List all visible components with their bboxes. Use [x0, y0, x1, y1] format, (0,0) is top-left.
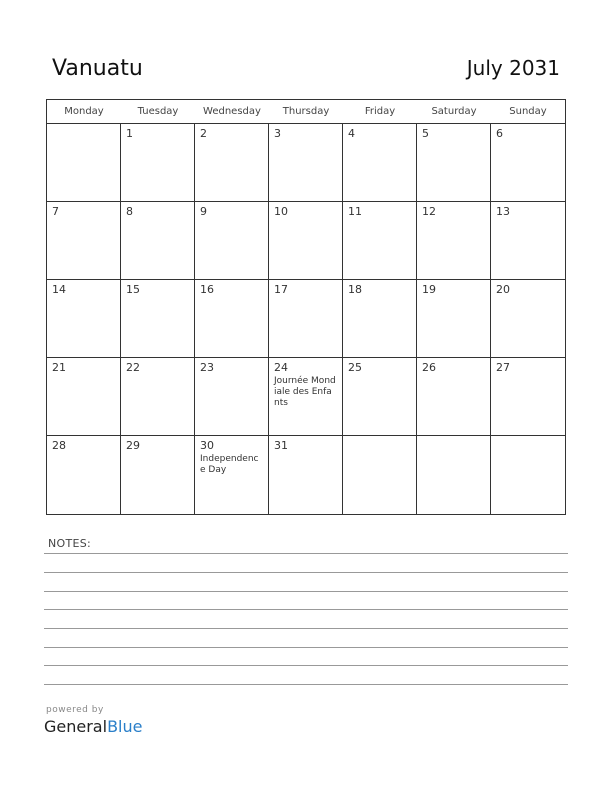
calendar-day-cell	[47, 124, 121, 201]
calendar-day-cell	[491, 436, 565, 514]
calendar-week-row	[47, 202, 565, 280]
day-number: 11	[348, 205, 362, 218]
day-number: 25	[348, 361, 362, 374]
calendar-day-cell	[195, 124, 269, 201]
calendar-day-cell	[491, 280, 565, 357]
note-line	[44, 647, 568, 648]
calendar-day-cell	[343, 280, 417, 357]
day-number: 15	[126, 283, 140, 296]
calendar-day-cell	[417, 124, 491, 201]
day-number: 26	[422, 361, 436, 374]
day-number: 23	[200, 361, 214, 374]
calendar-week-row	[47, 124, 565, 202]
day-number: 22	[126, 361, 140, 374]
brand-logo	[44, 717, 142, 736]
calendar-day-cell	[269, 436, 343, 514]
calendar-day-cell	[47, 436, 121, 514]
note-line	[44, 665, 568, 666]
calendar-day-cell	[417, 280, 491, 357]
note-line	[44, 609, 568, 610]
calendar-weeks	[47, 124, 565, 514]
calendar-day-cell	[491, 358, 565, 435]
calendar-week-row	[47, 436, 565, 514]
holiday-event: Independence Day	[200, 454, 259, 475]
calendar-grid	[46, 99, 566, 515]
weekday-wednesday: Wednesday	[203, 106, 261, 117]
day-number: 6	[496, 127, 503, 140]
calendar-week-row	[47, 280, 565, 358]
day-number: 27	[496, 361, 510, 374]
brand-blue: Blue	[107, 717, 143, 736]
day-number: 9	[200, 205, 207, 218]
calendar-day-cell	[269, 202, 343, 279]
calendar-day-cell	[269, 358, 343, 435]
weekday-monday: Monday	[64, 106, 104, 117]
weekday-friday: Friday	[364, 106, 396, 117]
note-line	[44, 684, 568, 685]
weekday-tuesday: Tuesday	[137, 106, 179, 117]
day-number: 1	[126, 127, 133, 140]
calendar-day-cell	[195, 280, 269, 357]
weekday-header-row	[47, 100, 565, 124]
calendar-day-cell	[343, 436, 417, 514]
calendar-day-cell	[491, 202, 565, 279]
weekday-saturday: Saturday	[431, 106, 477, 117]
day-number: 18	[348, 283, 362, 296]
day-number: 24	[274, 361, 288, 374]
day-number: 31	[274, 439, 288, 452]
calendar-day-cell	[121, 358, 195, 435]
day-number: 17	[274, 283, 288, 296]
note-line	[44, 572, 568, 573]
calendar-day-cell	[417, 436, 491, 514]
calendar-day-cell	[491, 124, 565, 201]
day-number: 20	[496, 283, 510, 296]
calendar-day-cell	[47, 358, 121, 435]
calendar-day-cell	[121, 436, 195, 514]
day-number: 12	[422, 205, 436, 218]
calendar-day-cell	[195, 202, 269, 279]
calendar-day-cell	[343, 124, 417, 201]
weekday-sunday: Sunday	[509, 106, 547, 117]
calendar-day-cell	[195, 358, 269, 435]
day-number: 4	[348, 127, 355, 140]
notes-label: NOTES:	[48, 537, 92, 550]
holiday-event: Journée Mondiale des Enfants	[274, 376, 336, 408]
day-number: 7	[52, 205, 59, 218]
calendar-day-cell	[121, 202, 195, 279]
note-line	[44, 628, 568, 629]
calendar-day-cell	[47, 280, 121, 357]
calendar-week-row	[47, 358, 565, 436]
powered-by-text: powered by	[46, 705, 104, 715]
calendar-month-title: July 2031	[466, 56, 560, 80]
calendar-day-cell	[121, 280, 195, 357]
calendar-day-cell	[121, 124, 195, 201]
day-number: 29	[126, 439, 140, 452]
note-line	[44, 553, 568, 554]
calendar-day-cell	[195, 436, 269, 514]
calendar-day-cell	[343, 202, 417, 279]
note-line	[44, 591, 568, 592]
day-number: 13	[496, 205, 510, 218]
day-number: 2	[200, 127, 207, 140]
brand-general: General	[44, 717, 108, 736]
day-number: 5	[422, 127, 429, 140]
day-number: 16	[200, 283, 214, 296]
day-number: 14	[52, 283, 66, 296]
weekday-thursday: Thursday	[282, 106, 330, 117]
calendar-day-cell	[47, 202, 121, 279]
calendar-day-cell	[417, 202, 491, 279]
calendar-day-cell	[269, 280, 343, 357]
day-number: 30	[200, 439, 214, 452]
calendar-day-cell	[343, 358, 417, 435]
calendar-day-cell	[269, 124, 343, 201]
day-number: 10	[274, 205, 288, 218]
day-number: 21	[52, 361, 66, 374]
day-number: 3	[274, 127, 281, 140]
calendar-day-cell	[417, 358, 491, 435]
calendar-country-title: Vanuatu	[52, 56, 143, 81]
day-number: 8	[126, 205, 133, 218]
day-number: 28	[52, 439, 66, 452]
day-number: 19	[422, 283, 436, 296]
